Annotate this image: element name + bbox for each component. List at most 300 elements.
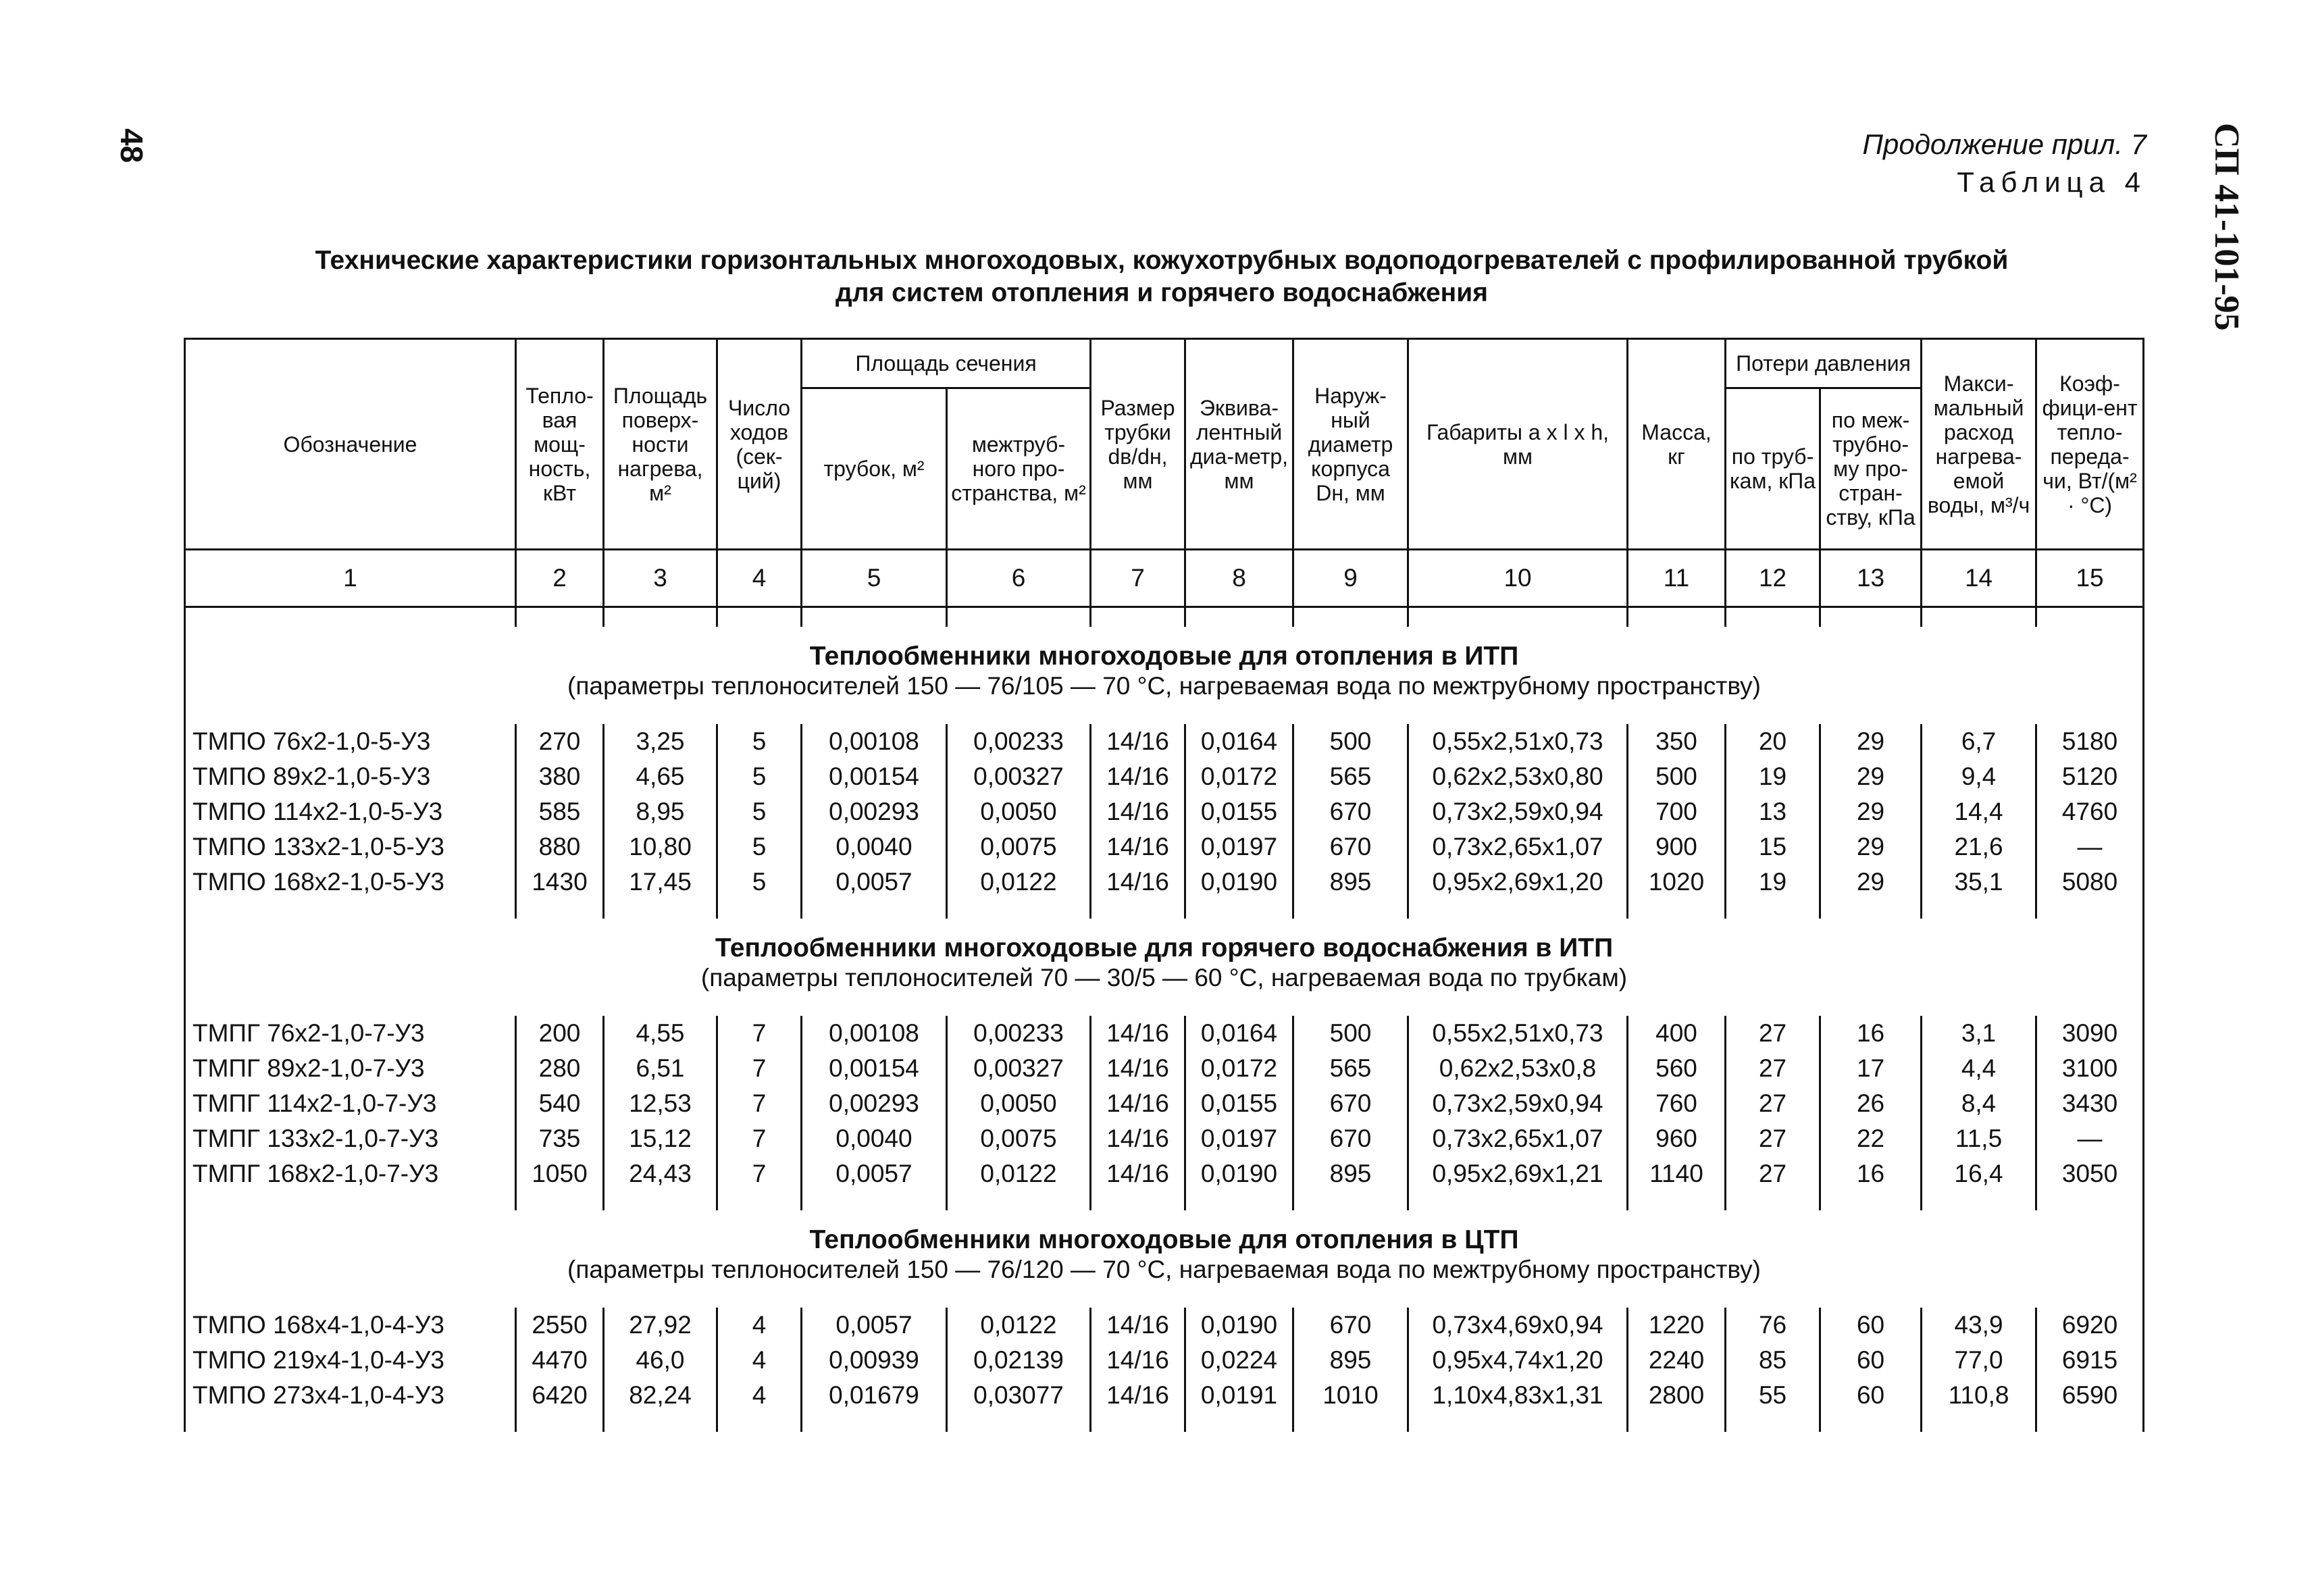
spacer-cell	[1293, 1191, 1408, 1210]
spacer-cell	[1820, 1413, 1922, 1432]
value-cell: 1140	[1628, 1156, 1726, 1191]
value-cell: 4470	[516, 1343, 604, 1378]
spacer-cell	[802, 1191, 947, 1210]
value-cell: 6590	[2036, 1378, 2144, 1413]
section-params: (параметры теплоносителей 150 — 76/120 — 70 °С, нагреваемая вода по межтрубному пространству)	[567, 1256, 1762, 1283]
value-cell: 585	[516, 794, 604, 829]
value-cell: 4,55	[604, 1016, 717, 1051]
value-cell: 2550	[516, 1308, 604, 1343]
spacer-cell	[1293, 607, 1408, 627]
value-cell: 960	[1628, 1121, 1726, 1156]
spacer-cell	[947, 1191, 1091, 1210]
spacer-cell	[1922, 607, 2036, 627]
spacer-cell	[516, 1191, 604, 1210]
value-cell: 0,62x2,53x0,8	[1408, 1051, 1628, 1086]
spacer-cell	[185, 607, 516, 627]
table-row	[185, 829, 2144, 865]
value-cell: 5	[717, 759, 802, 794]
value-cell: 6915	[2036, 1343, 2144, 1378]
spacer-cell	[2036, 1413, 2144, 1432]
spacer-cell	[1293, 1413, 1408, 1432]
designation-cell: ТМПГ 76x2-1,0-7-У3	[185, 1016, 516, 1051]
value-cell: 0,0164	[1185, 1016, 1293, 1051]
section-header-row	[185, 1210, 2144, 1308]
designation-cell: ТМПО 114x2-1,0-5-У3	[185, 794, 516, 829]
value-cell: 3,1	[1922, 1016, 2036, 1051]
designation-cell: ТМПО 168x4-1,0-4-У3	[185, 1308, 516, 1343]
value-cell: 7	[717, 1051, 802, 1086]
value-cell: 3100	[2036, 1051, 2144, 1086]
value-cell: 0,73x2,65x1,07	[1408, 1121, 1628, 1156]
value-cell: 5	[717, 829, 802, 865]
value-cell: 0,00233	[947, 1016, 1091, 1051]
value-cell: 27	[1726, 1051, 1820, 1086]
spacer-cell	[1628, 1413, 1726, 1432]
header-heat-area: Площадь поверх-ности нагрева, м²	[604, 339, 717, 550]
value-cell: 22	[1820, 1121, 1922, 1156]
value-cell: 0,55x2,51x0,73	[1408, 724, 1628, 759]
value-cell: 46,0	[604, 1343, 717, 1378]
value-cell: 3090	[2036, 1016, 2144, 1051]
value-cell: 735	[516, 1121, 604, 1156]
value-cell: 8,95	[604, 794, 717, 829]
value-cell: 280	[516, 1051, 604, 1086]
value-cell: 2800	[1628, 1378, 1726, 1413]
value-cell: 0,00327	[947, 1051, 1091, 1086]
value-cell: 1050	[516, 1156, 604, 1191]
header-outer-diameter: Наруж-ный диаметр корпуса Dн, мм	[1293, 339, 1408, 550]
section-header	[185, 1210, 2144, 1308]
value-cell: 0,0040	[802, 829, 947, 865]
page-number: 48	[114, 128, 149, 163]
spacer-cell	[1922, 900, 2036, 919]
spacer-cell	[1185, 900, 1293, 919]
value-cell: 60	[1820, 1343, 1922, 1378]
value-cell: 24,43	[604, 1156, 717, 1191]
value-cell: 0,55x2,51x0,73	[1408, 1016, 1628, 1051]
value-cell: 670	[1293, 829, 1408, 865]
column-number: 6	[947, 550, 1091, 607]
spacer-cell	[717, 900, 802, 919]
header-pressure-loss: Потери давления	[1726, 339, 1922, 388]
designation-cell: ТМПО 133x2-1,0-5-У3	[185, 829, 516, 865]
value-cell: 5180	[2036, 724, 2144, 759]
section-header	[185, 627, 2144, 724]
section-params: (параметры теплоносителей 70 — 30/5 — 60 °С, нагреваемая вода по трубкам)	[700, 964, 1628, 992]
value-cell: 0,00293	[802, 1086, 947, 1121]
spacer-cell	[2036, 607, 2144, 627]
value-cell: 27	[1726, 1086, 1820, 1121]
value-cell: 9,4	[1922, 759, 2036, 794]
value-cell: 0,0197	[1185, 1121, 1293, 1156]
value-cell: 0,0050	[947, 794, 1091, 829]
value-cell: 670	[1293, 1121, 1408, 1156]
value-cell: 1430	[516, 865, 604, 900]
table-row	[185, 1086, 2144, 1121]
table-row	[185, 1016, 2144, 1051]
section-params: (параметры теплоносителей 150 — 76/105 — 70 °С, нагреваемая вода по межтрубному пространству)	[567, 672, 1762, 700]
value-cell: 15,12	[604, 1121, 717, 1156]
value-cell: 4,65	[604, 759, 717, 794]
table-row	[185, 1121, 2144, 1156]
spacer-cell	[1091, 607, 1185, 627]
spacer-cell	[717, 1191, 802, 1210]
value-cell: 16	[1820, 1016, 1922, 1051]
value-cell: 29	[1820, 759, 1922, 794]
spacer-cell	[516, 607, 604, 627]
header-heat-transfer-coef: Коэф-фици-ент тепло-переда-чи, Вт/(м² · °С)	[2036, 339, 2144, 550]
value-cell: 895	[1293, 1343, 1408, 1378]
value-cell: 29	[1820, 794, 1922, 829]
column-number: 9	[1293, 550, 1408, 607]
spacer-cell	[1408, 607, 1628, 627]
value-cell: 26	[1820, 1086, 1922, 1121]
spacer-cell	[947, 607, 1091, 627]
value-cell: 5	[717, 865, 802, 900]
value-cell: 0,00108	[802, 1016, 947, 1051]
specs-table	[184, 338, 2144, 1432]
value-cell: 3050	[2036, 1156, 2144, 1191]
table-body	[185, 607, 2144, 1433]
value-cell: 6920	[2036, 1308, 2144, 1343]
value-cell: 27	[1726, 1156, 1820, 1191]
spacer-cell	[1185, 1413, 1293, 1432]
column-number: 4	[717, 550, 802, 607]
value-cell: 35,1	[1922, 865, 2036, 900]
section-header	[185, 919, 2144, 1016]
value-cell: 11,5	[1922, 1121, 2036, 1156]
value-cell: 14/16	[1091, 759, 1185, 794]
table-row	[185, 865, 2144, 900]
value-cell: 500	[1628, 759, 1726, 794]
spacer-cell	[1726, 900, 1820, 919]
column-number: 11	[1628, 550, 1726, 607]
column-number: 15	[2036, 550, 2144, 607]
value-cell: 7	[717, 1016, 802, 1051]
value-cell: 0,73x2,59x0,94	[1408, 794, 1628, 829]
value-cell: 110,8	[1922, 1378, 2036, 1413]
spacer-cell	[802, 607, 947, 627]
spacer-cell	[1922, 1413, 2036, 1432]
spacer-cell	[516, 900, 604, 919]
value-cell: 4	[717, 1343, 802, 1378]
value-cell: 14/16	[1091, 1016, 1185, 1051]
value-cell: 0,95x4,74x1,20	[1408, 1343, 1628, 1378]
value-cell: 0,00108	[802, 724, 947, 759]
value-cell: 29	[1820, 724, 1922, 759]
header-max-flow: Макси-мальный расход нагрева-емой воды, м³/ч	[1922, 339, 2036, 550]
spacer-cell	[1091, 900, 1185, 919]
value-cell: 0,00293	[802, 794, 947, 829]
value-cell: 8,4	[1922, 1086, 2036, 1121]
table-row	[185, 1343, 2144, 1378]
value-cell: 19	[1726, 865, 1820, 900]
spacer-cell	[1726, 1413, 1820, 1432]
header-tubes-area: трубок, м²	[802, 388, 947, 550]
designation-cell: ТМПГ 114x2-1,0-7-У3	[185, 1086, 516, 1121]
value-cell: 895	[1293, 1156, 1408, 1191]
value-cell: 1010	[1293, 1378, 1408, 1413]
header-intertube-area: межтруб-ного про-странства, м²	[947, 388, 1091, 550]
table-row	[185, 724, 2144, 759]
value-cell: 1220	[1628, 1308, 1726, 1343]
value-cell: 16,4	[1922, 1156, 2036, 1191]
spacer-cell	[1820, 607, 1922, 627]
value-cell: 700	[1628, 794, 1726, 829]
value-cell: 0,73x2,65x1,07	[1408, 829, 1628, 865]
value-cell: 29	[1820, 865, 1922, 900]
section-title: Теплообменники многоходовые для горячего водоснабжения в ИТП	[715, 933, 1614, 962]
value-cell: 0,0075	[947, 1121, 1091, 1156]
header-section-area: Площадь сечения	[802, 339, 1091, 388]
spacer-cell	[604, 1191, 717, 1210]
value-cell: 0,0122	[947, 865, 1091, 900]
value-cell: 0,0190	[1185, 1156, 1293, 1191]
value-cell: 5	[717, 724, 802, 759]
table-title	[189, 244, 2134, 309]
value-cell: 560	[1628, 1051, 1726, 1086]
value-cell: 0,0122	[947, 1308, 1091, 1343]
value-cell: 0,0040	[802, 1121, 947, 1156]
value-cell: 19	[1726, 759, 1820, 794]
table-row	[185, 1308, 2144, 1343]
section-title: Теплообменники многоходовые для отопления в ЦТП	[809, 1225, 1519, 1254]
spacer-cell	[1726, 607, 1820, 627]
column-number: 14	[1922, 550, 2036, 607]
spacer-cell	[947, 900, 1091, 919]
table-row	[185, 794, 2144, 829]
spacer-cell	[717, 607, 802, 627]
value-cell: 82,24	[604, 1378, 717, 1413]
value-cell: 670	[1293, 1086, 1408, 1121]
value-cell: 0,01679	[802, 1378, 947, 1413]
spacer-cell	[604, 900, 717, 919]
header-loss-tubes: по труб-кам, кПа	[1726, 388, 1820, 550]
header-loss-intertube: по меж-трубно-му про-стран-ству, кПа	[1820, 388, 1922, 550]
value-cell: 0,0050	[947, 1086, 1091, 1121]
spacer-cell	[1408, 1413, 1628, 1432]
value-cell: 0,95x2,69x1,20	[1408, 865, 1628, 900]
value-cell: 1,10x4,83x1,31	[1408, 1378, 1628, 1413]
value-cell: 0,00154	[802, 1051, 947, 1086]
value-cell: 900	[1628, 829, 1726, 865]
value-cell: 4,4	[1922, 1051, 2036, 1086]
value-cell: 14/16	[1091, 1343, 1185, 1378]
value-cell: 380	[516, 759, 604, 794]
value-cell: 6,7	[1922, 724, 2036, 759]
spacer-cell	[1628, 900, 1726, 919]
section-header-row	[185, 919, 2144, 1016]
value-cell: 60	[1820, 1378, 1922, 1413]
spacer-cell	[1091, 1413, 1185, 1432]
value-cell: 5	[717, 794, 802, 829]
spacer-cell	[604, 1413, 717, 1432]
value-cell: 0,62x2,53x0,80	[1408, 759, 1628, 794]
value-cell: 10,80	[604, 829, 717, 865]
value-cell: 29	[1820, 829, 1922, 865]
document-code: СП 41-101-95	[2207, 123, 2246, 331]
table-row	[185, 1156, 2144, 1191]
value-cell: 0,0155	[1185, 794, 1293, 829]
designation-cell: ТМПО 76x2-1,0-5-У3	[185, 724, 516, 759]
value-cell: 14/16	[1091, 794, 1185, 829]
designation-cell: ТМПГ 133x2-1,0-7-У3	[185, 1121, 516, 1156]
value-cell: 0,0057	[802, 1156, 947, 1191]
value-cell: 0,00939	[802, 1343, 947, 1378]
value-cell: 17,45	[604, 865, 717, 900]
value-cell: 14,4	[1922, 794, 2036, 829]
value-cell: 670	[1293, 794, 1408, 829]
value-cell: 0,73x4,69x0,94	[1408, 1308, 1628, 1343]
value-cell: 270	[516, 724, 604, 759]
value-cell: 670	[1293, 1308, 1408, 1343]
designation-cell: ТМПО 89x2-1,0-5-У3	[185, 759, 516, 794]
value-cell: 0,0190	[1185, 865, 1293, 900]
designation-cell: ТМПО 168x2-1,0-5-У3	[185, 865, 516, 900]
value-cell: 14/16	[1091, 1156, 1185, 1191]
value-cell: 7	[717, 1156, 802, 1191]
value-cell: 17	[1820, 1051, 1922, 1086]
value-cell: 14/16	[1091, 1308, 1185, 1343]
spacer-cell	[2036, 900, 2144, 919]
value-cell: 0,00233	[947, 724, 1091, 759]
value-cell: 3,25	[604, 724, 717, 759]
spacer-cell	[516, 1413, 604, 1432]
value-cell: 55	[1726, 1378, 1820, 1413]
value-cell: 0,0075	[947, 829, 1091, 865]
value-cell: 2240	[1628, 1343, 1726, 1378]
value-cell: 0,0172	[1185, 1051, 1293, 1086]
continuation-label: Продолжение прил. 7	[1862, 128, 2146, 160]
value-cell: 4760	[2036, 794, 2144, 829]
column-number: 3	[604, 550, 717, 607]
value-cell: 0,0122	[947, 1156, 1091, 1191]
value-cell: 27,92	[604, 1308, 717, 1343]
spacer-cell	[1091, 1191, 1185, 1210]
spacer-cell	[947, 1413, 1091, 1432]
designation-cell: ТМПО 219x4-1,0-4-У3	[185, 1343, 516, 1378]
spacer-cell	[802, 1413, 947, 1432]
value-cell: 0,00154	[802, 759, 947, 794]
column-number: 1	[185, 550, 516, 607]
header-equiv-diameter: Эквива-лентный диа-метр, мм	[1185, 339, 1293, 550]
value-cell: 895	[1293, 865, 1408, 900]
value-cell: 880	[516, 829, 604, 865]
value-cell: 27	[1726, 1121, 1820, 1156]
value-cell: 565	[1293, 759, 1408, 794]
value-cell: 0,0057	[802, 1308, 947, 1343]
spacer-cell	[1820, 1191, 1922, 1210]
spacer-cell	[1408, 1191, 1628, 1210]
value-cell: 4	[717, 1308, 802, 1343]
header-mass: Масса, кг	[1628, 339, 1726, 550]
value-cell: 1020	[1628, 865, 1726, 900]
value-cell: 0,0164	[1185, 724, 1293, 759]
spacer-cell	[802, 900, 947, 919]
header-passes: Число ходов (сек-ций)	[717, 339, 802, 550]
designation-cell: ТМПГ 89x2-1,0-7-У3	[185, 1051, 516, 1086]
header-dimensions: Габариты a x l x h, мм	[1408, 339, 1628, 550]
value-cell: 0,0057	[802, 865, 947, 900]
value-cell: —	[2036, 1121, 2144, 1156]
value-cell: 0,73x2,59x0,94	[1408, 1086, 1628, 1121]
value-cell: 27	[1726, 1016, 1820, 1051]
spacer-cell	[717, 1413, 802, 1432]
value-cell: 0,0172	[1185, 759, 1293, 794]
value-cell: 13	[1726, 794, 1820, 829]
section-title: Теплообменники многоходовые для отопления в ИТП	[809, 642, 1519, 671]
value-cell: 7	[717, 1086, 802, 1121]
spacer-cell	[1922, 1191, 2036, 1210]
value-cell: 540	[516, 1086, 604, 1121]
value-cell: 43,9	[1922, 1308, 2036, 1343]
value-cell: 60	[1820, 1308, 1922, 1343]
table-title-line-2: для систем отопления и горячего водоснабжения	[835, 278, 1488, 307]
spacer-cell	[1293, 900, 1408, 919]
value-cell: 4	[717, 1378, 802, 1413]
value-cell: 14/16	[1091, 1121, 1185, 1156]
column-numbers-row	[185, 550, 2144, 607]
table-number: Таблица 4	[1957, 166, 2146, 198]
value-cell: 0,95x2,69x1,21	[1408, 1156, 1628, 1191]
value-cell: 3430	[2036, 1086, 2144, 1121]
value-cell: 14/16	[1091, 1378, 1185, 1413]
header-power: Тепло-вая мощ-ность, кВт	[516, 339, 604, 550]
value-cell: —	[2036, 829, 2144, 865]
designation-cell: ТМПО 273x4-1,0-4-У3	[185, 1378, 516, 1413]
spacer-cell	[1185, 1191, 1293, 1210]
value-cell: 6,51	[604, 1051, 717, 1086]
value-cell: 0,0155	[1185, 1086, 1293, 1121]
table-title-line-1: Технические характеристики горизонтальных многоходовых, кожухотрубных водоподогревателей с профилированной трубкой	[315, 246, 2009, 275]
spacer-cell	[1820, 900, 1922, 919]
value-cell: 14/16	[1091, 865, 1185, 900]
header-designation: Обозначение	[185, 339, 516, 550]
header-tube-size: Размер трубки dв/dн, мм	[1091, 339, 1185, 550]
value-cell: 14/16	[1091, 1051, 1185, 1086]
spacer-cell	[1185, 607, 1293, 627]
value-cell: 0,00327	[947, 759, 1091, 794]
column-number: 7	[1091, 550, 1185, 607]
column-number: 10	[1408, 550, 1628, 607]
value-cell: 85	[1726, 1343, 1820, 1378]
section-header-row	[185, 627, 2144, 724]
value-cell: 5120	[2036, 759, 2144, 794]
value-cell: 21,6	[1922, 829, 2036, 865]
value-cell: 0,02139	[947, 1343, 1091, 1378]
value-cell: 0,0190	[1185, 1308, 1293, 1343]
value-cell: 0,0197	[1185, 829, 1293, 865]
value-cell: 0,03077	[947, 1378, 1091, 1413]
column-number: 12	[1726, 550, 1820, 607]
designation-cell: ТМПГ 168x2-1,0-7-У3	[185, 1156, 516, 1191]
value-cell: 6420	[516, 1378, 604, 1413]
value-cell: 12,53	[604, 1086, 717, 1121]
table-row	[185, 759, 2144, 794]
value-cell: 760	[1628, 1086, 1726, 1121]
value-cell: 0,0224	[1185, 1343, 1293, 1378]
spacer-cell	[185, 1413, 516, 1432]
value-cell: 14/16	[1091, 1086, 1185, 1121]
spacer-cell	[185, 900, 516, 919]
value-cell: 14/16	[1091, 724, 1185, 759]
value-cell: 76	[1726, 1308, 1820, 1343]
value-cell: 500	[1293, 1016, 1408, 1051]
value-cell: 20	[1726, 724, 1820, 759]
value-cell: 400	[1628, 1016, 1726, 1051]
spacer-cell	[2036, 1191, 2144, 1210]
spacer-cell	[1628, 1191, 1726, 1210]
